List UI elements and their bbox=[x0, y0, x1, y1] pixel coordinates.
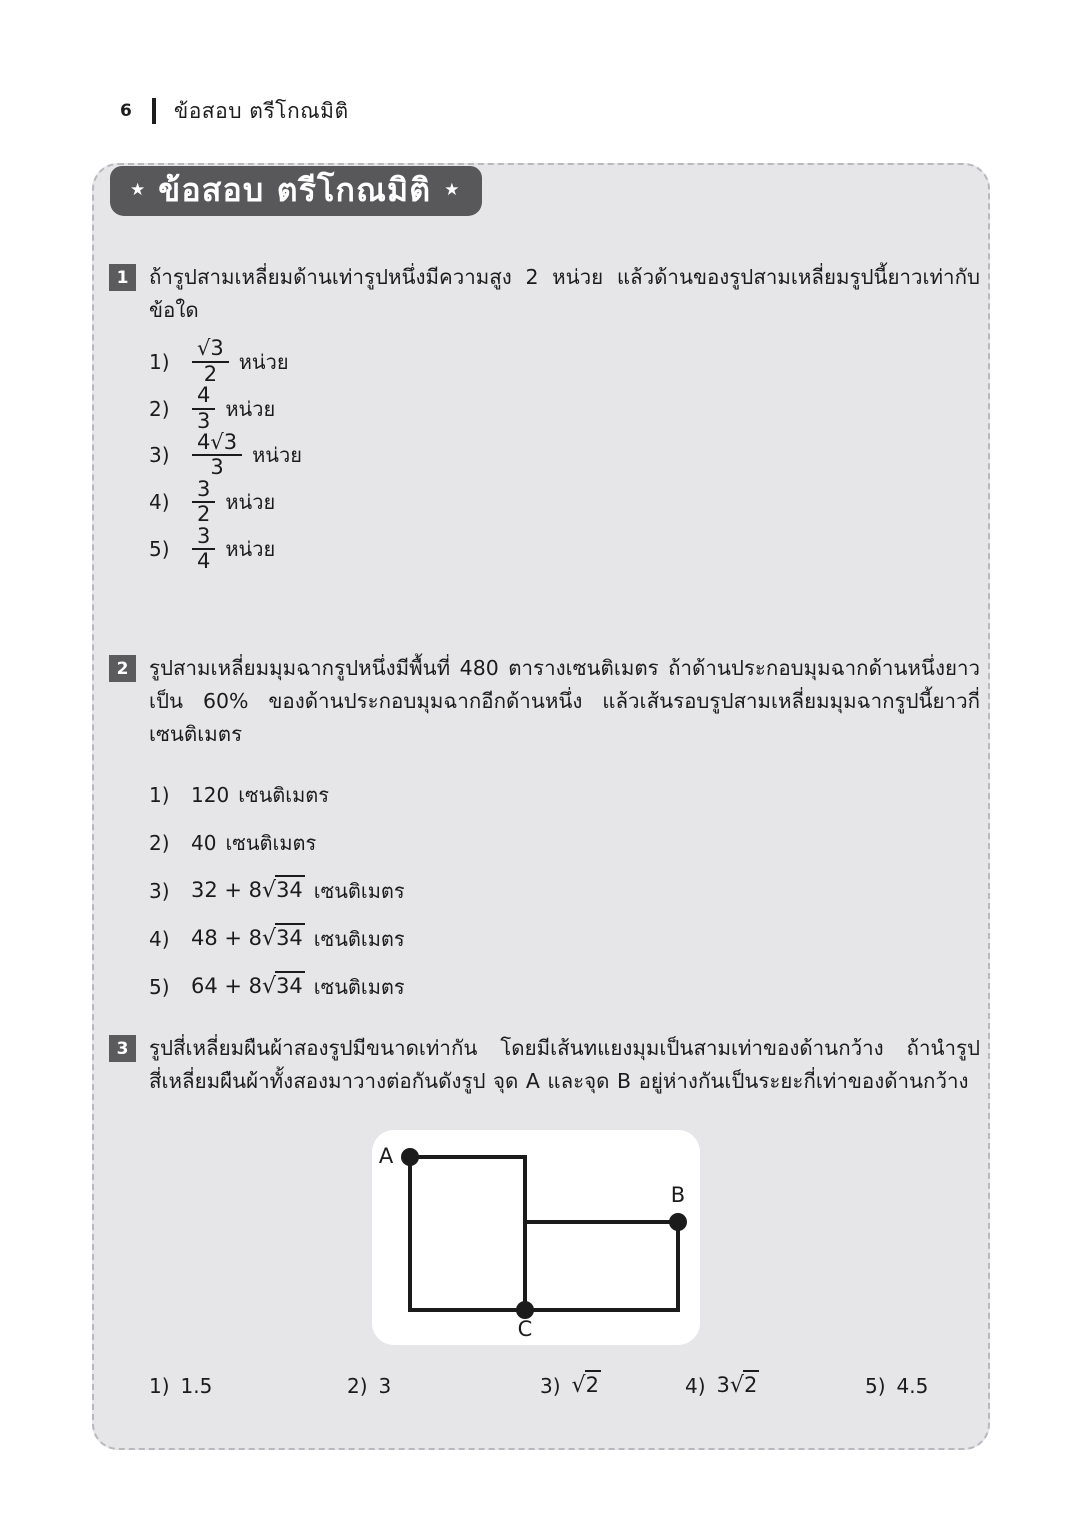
radical-sign: √ bbox=[262, 878, 277, 904]
choice-body bbox=[191, 971, 405, 1003]
choice-item[interactable] bbox=[347, 1374, 540, 1398]
choice-body bbox=[191, 338, 289, 385]
fraction-numerator: 4 bbox=[197, 383, 211, 408]
question-2-number-badge: 2 bbox=[109, 655, 136, 682]
header-title: ข้อสอบ ตรีโกณมิติ bbox=[173, 98, 349, 123]
choice-label: 4) bbox=[685, 1373, 706, 1398]
fraction-denominator: 2 bbox=[192, 501, 215, 525]
point-b-dot bbox=[669, 1213, 687, 1231]
choice-label: 4) bbox=[149, 926, 170, 951]
radical-prefix: 48 + 8 bbox=[191, 926, 263, 951]
question-2-head bbox=[92, 652, 990, 752]
choice-item[interactable] bbox=[149, 432, 990, 479]
radical-expression bbox=[717, 1373, 760, 1398]
rectangles-diagram bbox=[372, 1130, 700, 1345]
choice-body bbox=[191, 476, 276, 527]
choice-unit: หน่วย bbox=[238, 349, 289, 374]
radical-expression bbox=[191, 926, 305, 951]
choice-value: 1.5 bbox=[180, 1373, 213, 1398]
page-number: 6 bbox=[120, 101, 132, 121]
right-rectangle bbox=[525, 1222, 678, 1310]
choice-item[interactable] bbox=[149, 1374, 347, 1398]
question-3-text: รูปสี่เหลี่ยมผืนผ้าสองรูปมีขนาดเท่ากัน โดยมีเส้นทแยงมุมเป็นสามเท่าของด้านกว้าง ถ้านำรูปสี่เหลี่ยมผืนผ้าทั้งสองมาวางต่อกันดังรูป จุด A และจุด B อยู่ห่างกันเป็นระยะกี่เท่าของด้านกว้าง bbox=[149, 1036, 980, 1094]
choice-item[interactable] bbox=[149, 338, 990, 385]
choice-item[interactable] bbox=[149, 385, 990, 432]
point-a-label: A bbox=[378, 1144, 394, 1168]
choice-item[interactable] bbox=[149, 819, 990, 867]
radical-expression bbox=[191, 878, 305, 903]
point-c-label: C bbox=[517, 1317, 533, 1341]
choice-value: 4.5 bbox=[896, 1373, 929, 1398]
question-3 bbox=[92, 1032, 990, 1098]
fraction-numerator: √3 bbox=[197, 336, 224, 361]
star-icon-left: ★ bbox=[130, 179, 146, 200]
choice-body bbox=[191, 779, 329, 811]
choice-item[interactable] bbox=[865, 1374, 928, 1398]
left-rectangle bbox=[410, 1157, 525, 1310]
choice-value: 3 bbox=[378, 1373, 392, 1398]
point-a-dot bbox=[401, 1148, 419, 1166]
choice-item[interactable] bbox=[149, 771, 990, 819]
question-3-head bbox=[92, 1032, 990, 1098]
question-1-text: ถ้ารูปสามเหลี่ยมด้านเท่ารูปหนึ่งมีความสูง 2 หน่วย แล้วด้านของรูปสามเหลี่ยมรูปนี้ยาวเท่ากับข้อใด bbox=[149, 265, 980, 323]
figure-card bbox=[372, 1130, 700, 1345]
radicand: 2 bbox=[585, 1370, 601, 1397]
question-2 bbox=[92, 652, 990, 1011]
question-1-head bbox=[92, 261, 990, 327]
exam-title-text: ข้อสอบ ตรีโกณมิติ bbox=[158, 170, 432, 209]
fraction-denominator: 3 bbox=[192, 454, 242, 478]
choice-unit: หน่วย bbox=[225, 537, 276, 562]
choice-label: 4) bbox=[149, 490, 170, 515]
exam-title-banner bbox=[110, 166, 482, 216]
radicand: 2 bbox=[743, 1370, 759, 1397]
question-2-text: รูปสามเหลี่ยมมุมฉากรูปหนึ่งมีพื้นที่ 480 ตารางเซนติเมตร ถ้าด้านประกอบมุมฉากด้านหนึ่งยาวเป็น 60% ของด้านประกอบมุมฉากอีกด้านหนึ่ง แล้วเส้นรอบรูปสามเหลี่ยมมุมฉากรูปนี้ยาวกี่เซนติเมตร bbox=[149, 656, 980, 747]
choice-body bbox=[191, 827, 316, 859]
choice-item[interactable] bbox=[149, 963, 990, 1011]
radicand: 34 bbox=[275, 875, 305, 902]
radical-expression bbox=[191, 974, 305, 999]
radical-prefix: 3 bbox=[716, 1373, 730, 1397]
choice-label: 2) bbox=[347, 1373, 368, 1398]
choice-item[interactable] bbox=[149, 867, 990, 915]
choice-label: 2) bbox=[149, 396, 170, 421]
star-icon-right: ★ bbox=[444, 179, 460, 200]
choice-label: 3) bbox=[149, 443, 170, 468]
choice-unit: เซนติเมตร bbox=[313, 974, 405, 999]
radicand: 34 bbox=[275, 923, 305, 950]
header-divider bbox=[152, 98, 156, 124]
choice-unit: เซนติเมตร bbox=[238, 782, 330, 807]
choice-unit: เซนติเมตร bbox=[313, 878, 405, 903]
question-3-number-badge: 3 bbox=[109, 1035, 136, 1062]
choice-body bbox=[191, 875, 405, 907]
choice-item[interactable] bbox=[149, 476, 990, 527]
fraction-numerator: 4√3 bbox=[197, 430, 238, 455]
fraction-numerator: 3 bbox=[197, 476, 211, 501]
choice-value: 40 bbox=[191, 830, 217, 855]
choice-label: 2) bbox=[149, 830, 170, 855]
choice-unit: เซนติเมตร bbox=[225, 830, 317, 855]
question-1-choices bbox=[92, 338, 990, 572]
choice-label: 5) bbox=[865, 1373, 886, 1398]
running-header bbox=[120, 96, 349, 126]
question-2-choices bbox=[92, 771, 990, 1011]
choice-body bbox=[191, 432, 302, 479]
choice-label: 1) bbox=[149, 1373, 170, 1398]
fraction-numerator: 3 bbox=[197, 523, 211, 548]
radical-expression bbox=[572, 1373, 601, 1398]
radical-sign: √ bbox=[262, 926, 277, 952]
choice-label: 5) bbox=[149, 537, 170, 562]
fraction bbox=[192, 523, 215, 574]
choice-body bbox=[191, 523, 276, 574]
choice-unit: เซนติเมตร bbox=[313, 926, 405, 951]
choice-item[interactable] bbox=[540, 1373, 685, 1398]
radicand: 34 bbox=[275, 971, 305, 998]
choice-label: 3) bbox=[540, 1373, 561, 1398]
fraction-denominator: 3 bbox=[192, 408, 215, 432]
fraction bbox=[192, 476, 215, 527]
radical-prefix: 64 + 8 bbox=[191, 974, 263, 999]
choice-unit: หน่วย bbox=[225, 396, 276, 421]
radical-sign: √ bbox=[729, 1373, 744, 1398]
radical-sign: √ bbox=[571, 1373, 586, 1398]
fraction bbox=[192, 385, 215, 432]
choice-label: 1) bbox=[149, 782, 170, 807]
fraction bbox=[192, 338, 229, 385]
choice-unit: หน่วย bbox=[252, 443, 302, 468]
fraction bbox=[192, 432, 242, 479]
fraction-denominator: 2 bbox=[192, 361, 229, 385]
question-3-choices bbox=[92, 1373, 990, 1398]
choice-item[interactable] bbox=[685, 1373, 865, 1398]
choice-label: 3) bbox=[149, 878, 170, 903]
choice-value: 120 bbox=[191, 782, 230, 807]
radical-sign: √ bbox=[262, 974, 277, 1000]
point-b-label: B bbox=[670, 1183, 686, 1207]
choice-item[interactable] bbox=[149, 915, 990, 963]
question-1 bbox=[92, 261, 990, 572]
choice-label: 1) bbox=[149, 349, 170, 374]
choice-label: 5) bbox=[149, 974, 170, 999]
question-1-number-badge: 1 bbox=[109, 264, 136, 291]
choice-body bbox=[191, 385, 275, 432]
fraction-denominator: 4 bbox=[192, 548, 215, 572]
radical-prefix: 32 + 8 bbox=[191, 878, 263, 903]
choice-body bbox=[191, 923, 405, 955]
choice-unit: หน่วย bbox=[225, 490, 276, 515]
choice-item[interactable] bbox=[149, 523, 990, 574]
